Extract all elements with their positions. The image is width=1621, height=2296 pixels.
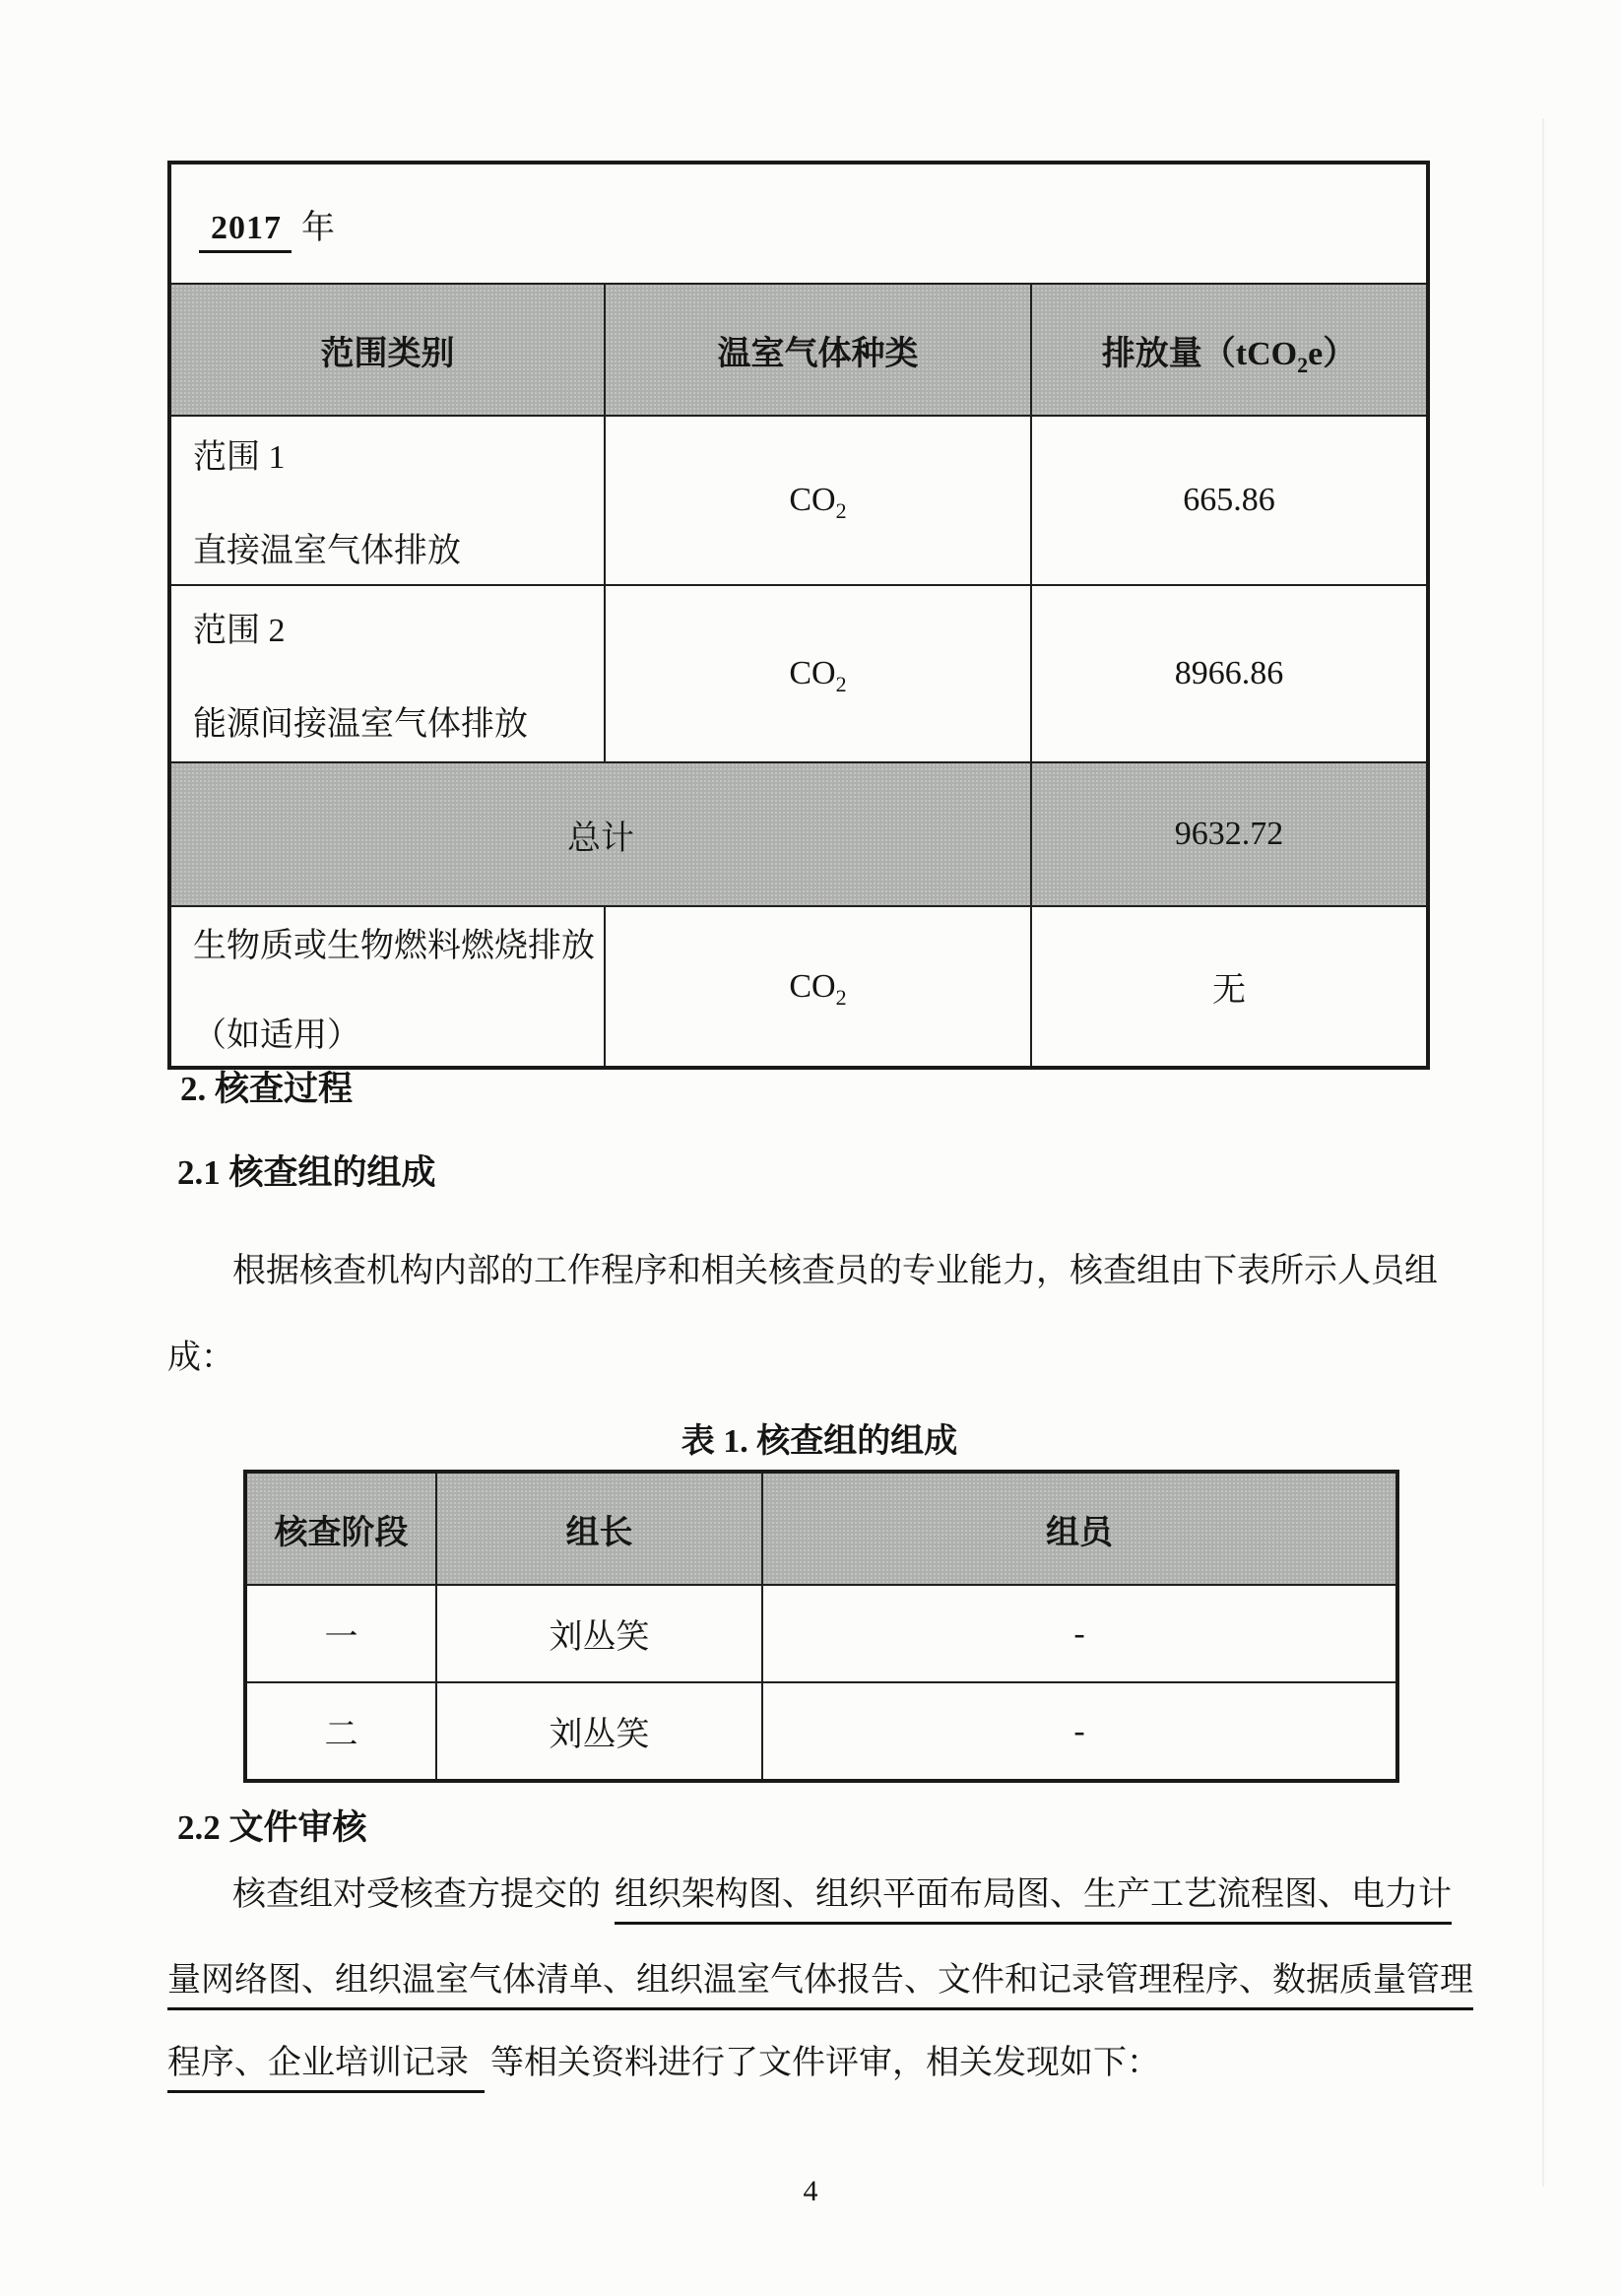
header-phase: 核查阶段 [245, 1472, 436, 1585]
scope2-gas-sub: 2 [835, 671, 847, 696]
header-emissions-sub: 2 [1297, 352, 1309, 377]
paragraph-2-2-line3 [167, 2035, 1467, 2083]
table-header-row [169, 284, 1428, 416]
scope1-cell [169, 416, 605, 585]
table-row-scope1 [169, 416, 1428, 585]
biomass-note: （如适用） [193, 1017, 360, 1054]
header-emissions-post: e） [1308, 335, 1357, 372]
biomass-cell [169, 906, 605, 1068]
scope1-description: 直接温室气体排放 [193, 533, 461, 569]
biomass-gas-sub: 2 [835, 984, 847, 1010]
team-row2-leader: 刘丛笑 [436, 1682, 762, 1781]
paragraph-2-2-line3-underlined: 程序、企业培训记录 [167, 2045, 485, 2093]
verification-team-table [243, 1470, 1395, 1783]
team-header-row [245, 1472, 1397, 1585]
table-row-total [169, 762, 1428, 906]
biomass-title: 生物质或生物燃料燃烧排放 [193, 927, 595, 964]
section-heading-2-1: 2.1 核查组的组成 [177, 1153, 436, 1192]
biomass-value: 无 [1031, 906, 1428, 1068]
ghg-emissions-table [167, 161, 1426, 1070]
paragraph-2-2-line1-plain: 核查组对受核查方提交的 [232, 1876, 601, 1913]
scope1-title: 范围 1 [193, 439, 286, 476]
paragraph-2-2-line2 [167, 1952, 1473, 2001]
paragraph-2-2-line1 [167, 1867, 1467, 1915]
scope2-description: 能源间接温室气体排放 [193, 706, 528, 743]
table-row-biomass [169, 906, 1428, 1068]
biomass-gas: CO [789, 967, 836, 1005]
year-cell [169, 163, 1428, 284]
team-row-1 [245, 1585, 1397, 1682]
section-heading-2: 2. 核查过程 [180, 1070, 354, 1108]
scope1-value: 665.86 [1031, 416, 1428, 585]
scope2-cell [169, 585, 605, 762]
biomass-gas-cell [605, 906, 1031, 1068]
header-gas-type: 温室气体种类 [605, 284, 1031, 416]
paragraph-2-1-line2: 成： [167, 1340, 234, 1376]
team-row2-phase: 二 [245, 1682, 436, 1781]
team-row2-members: - [762, 1682, 1397, 1781]
total-label: 总计 [169, 762, 1031, 906]
header-members: 组员 [762, 1472, 1397, 1585]
scope2-value: 8966.86 [1031, 585, 1428, 762]
year-value: 2017 [199, 210, 292, 253]
scope2-title: 范围 2 [193, 613, 286, 649]
header-emissions [1031, 284, 1428, 416]
total-value: 9632.72 [1031, 762, 1428, 906]
scope2-gas: CO [789, 655, 836, 691]
scope2-gas-cell [605, 585, 1031, 762]
scan-artifact-line [1542, 118, 1544, 2187]
team-row1-members: - [762, 1585, 1397, 1682]
page-number: 4 [803, 2175, 818, 2207]
team-row-2 [245, 1682, 1397, 1781]
header-leader: 组长 [436, 1472, 762, 1585]
scope1-gas: CO [789, 482, 836, 518]
team-row1-leader: 刘丛笑 [436, 1585, 762, 1682]
table-row-scope2 [169, 585, 1428, 762]
paragraph-2-2-line1-underlined: 组织架构图、组织平面布局图、生产工艺流程图、电力计 [615, 1876, 1452, 1925]
header-emissions-pre: 排放量（tCO [1101, 335, 1298, 372]
table-row-year [169, 163, 1428, 284]
scope1-gas-sub: 2 [835, 497, 847, 523]
year-suffix: 年 [301, 209, 335, 246]
paragraph-2-1-line1: 根据核查机构内部的工作程序和相关核查员的专业能力，核查组由下表所示人员组 [232, 1253, 1438, 1289]
table1-caption: 表 1. 核查组的组成 [681, 1423, 958, 1460]
header-scope-category: 范围类别 [169, 284, 605, 416]
scope1-gas-cell [605, 416, 1031, 585]
section-heading-2-2: 2.2 文件审核 [177, 1808, 367, 1847]
team-row1-phase: 一 [245, 1585, 436, 1682]
paragraph-2-2-line2-underlined: 量网络图、组织温室气体清单、组织温室气体报告、文件和记录管理程序、数据质量管理 [167, 1962, 1473, 2010]
paragraph-2-2-line3-plain: 等相关资料进行了文件评审，相关发现如下： [490, 2045, 1160, 2081]
